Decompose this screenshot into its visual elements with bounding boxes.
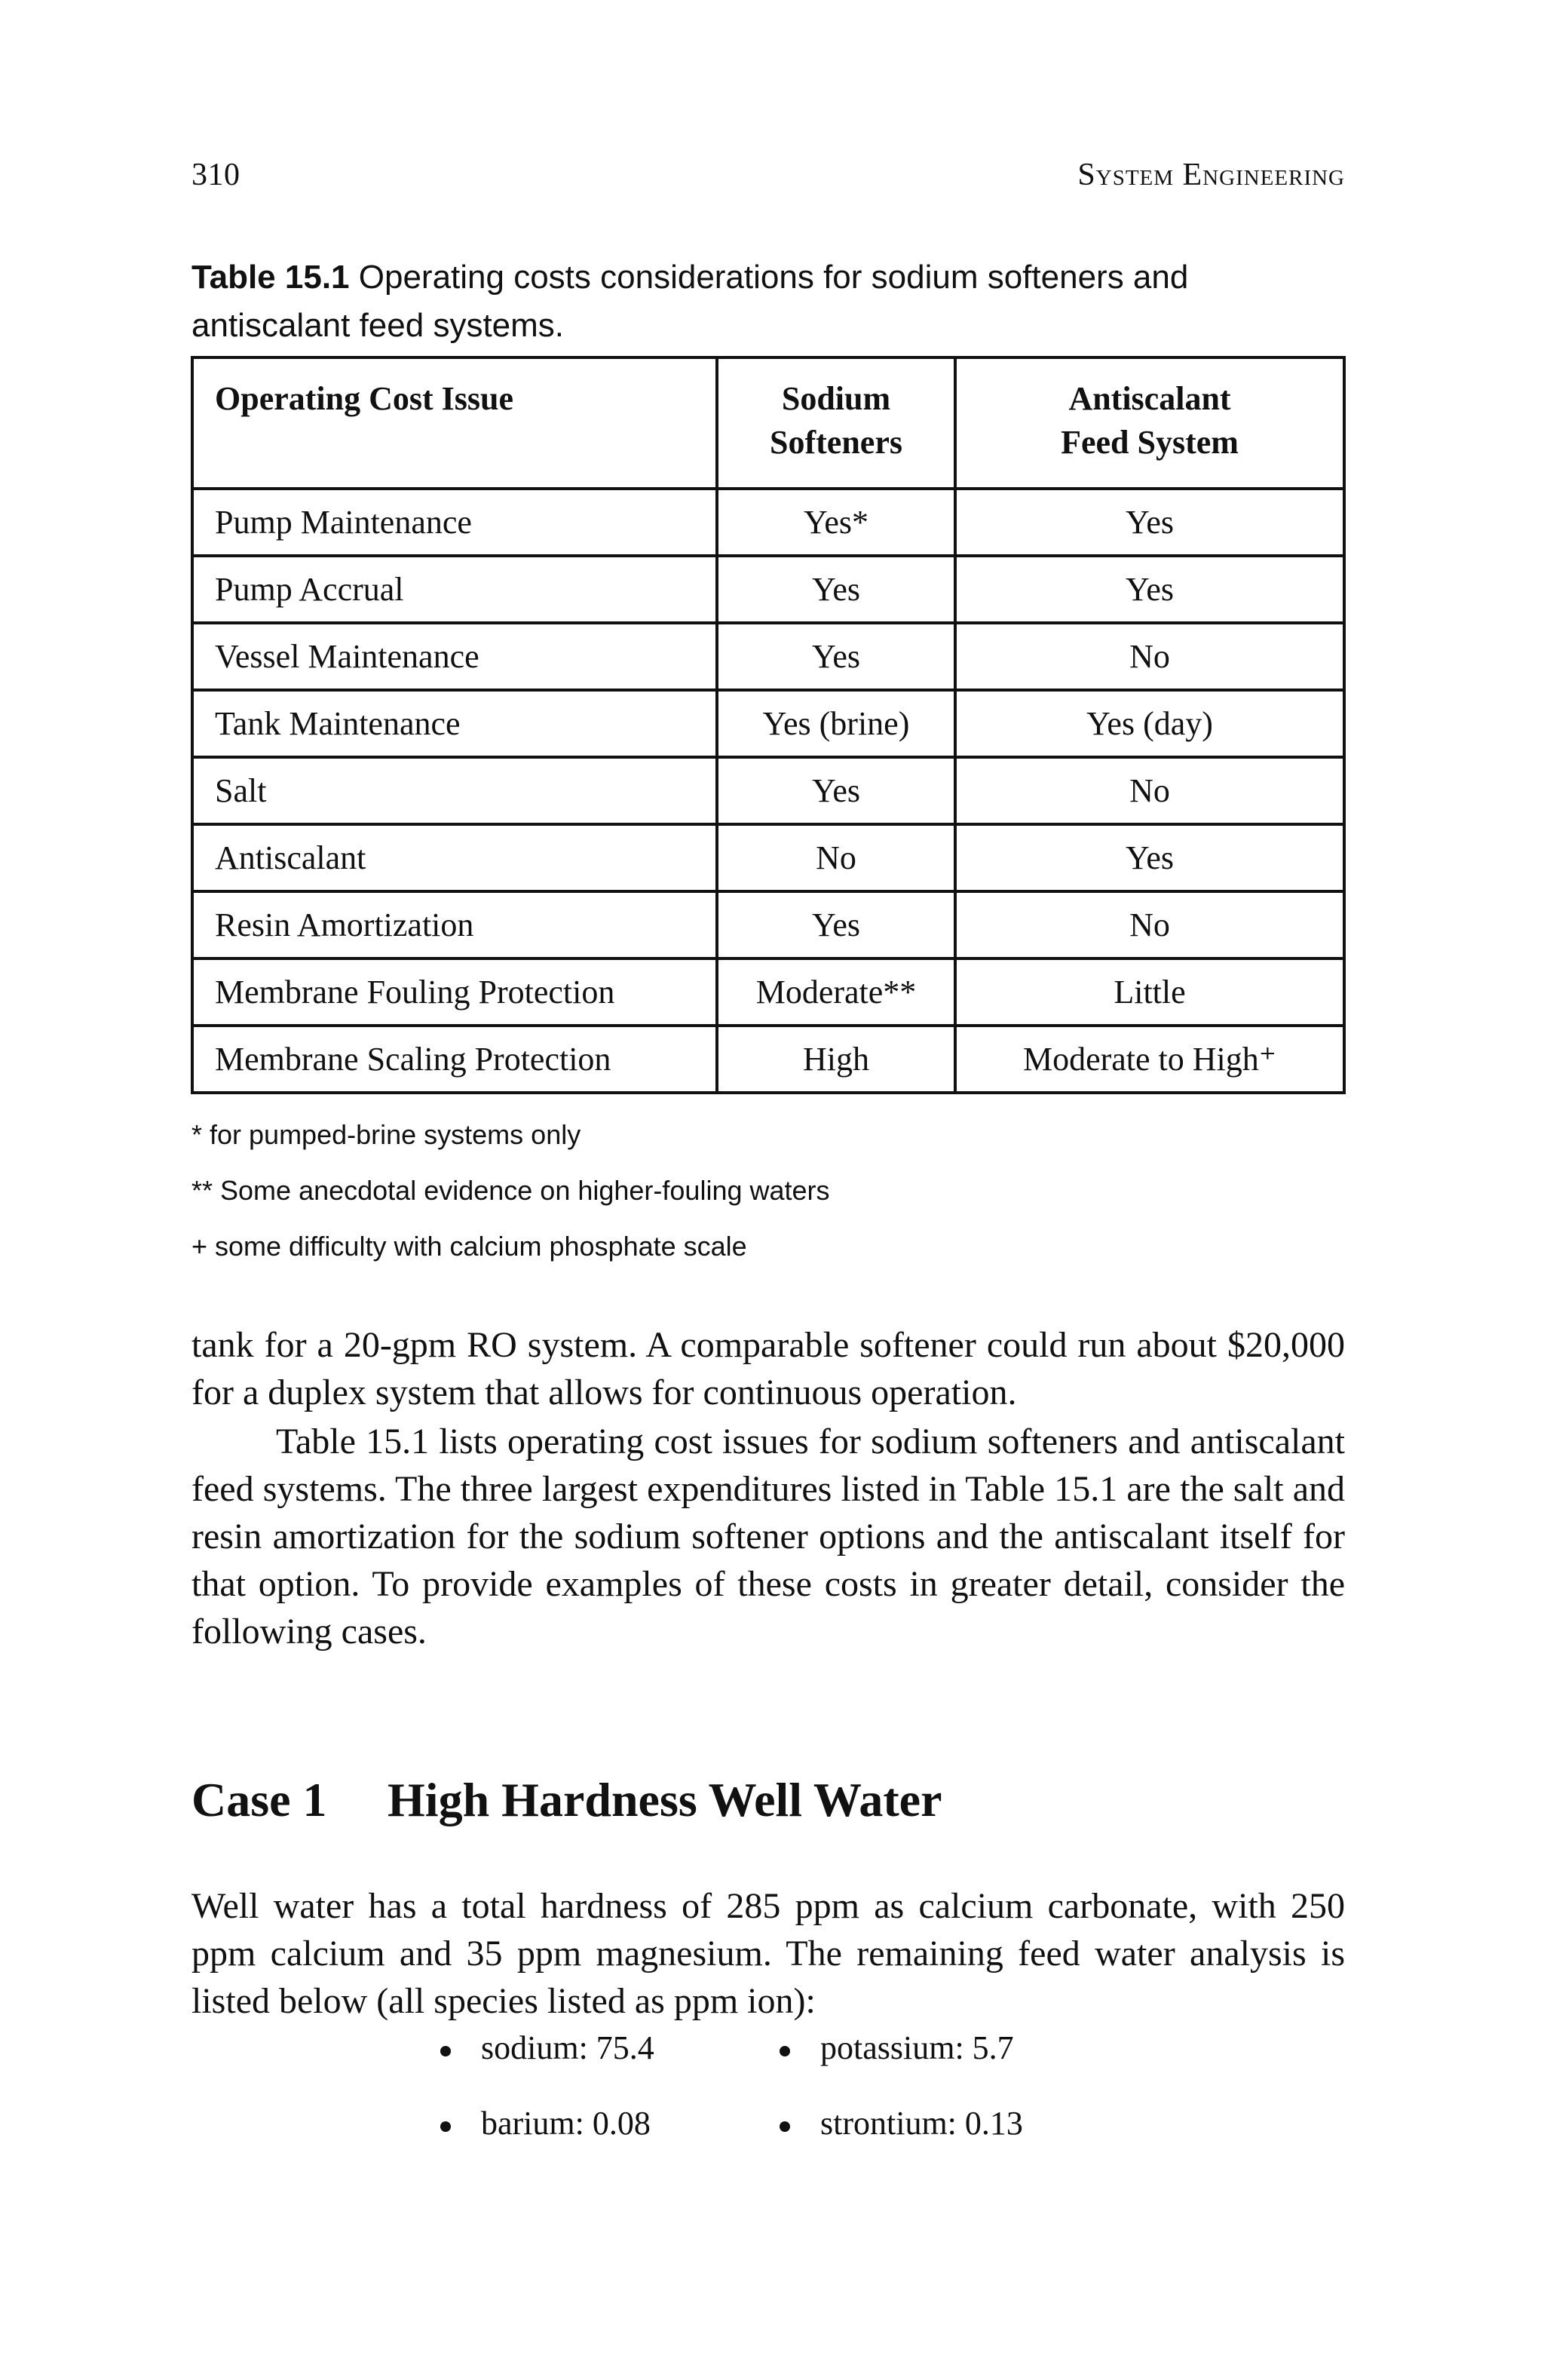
- table-caption-text: Operating costs considerations for sodium softeners and antiscalant feed systems.: [191, 259, 1189, 344]
- bullet-icon: [780, 2046, 790, 2056]
- list-item: [780, 2104, 1023, 2142]
- cell-issue: Vessel Maintenance: [192, 623, 717, 690]
- footnote-pumped-brine: * for pumped-brine systems only: [191, 1119, 581, 1150]
- cell-antiscalant: No: [955, 757, 1344, 824]
- list-item-text: potassium: 5.7: [820, 2029, 1014, 2066]
- table-header-row: [192, 357, 1344, 489]
- bullet-icon: [780, 2121, 790, 2132]
- cell-softeners: Yes (brine): [717, 690, 955, 757]
- cell-softeners: High: [717, 1026, 955, 1093]
- cell-antiscalant: Yes: [955, 489, 1344, 556]
- cell-issue: Antiscalant: [192, 824, 717, 891]
- cell-softeners: Yes: [717, 757, 955, 824]
- table-row: [192, 690, 1344, 757]
- cell-antiscalant: No: [955, 623, 1344, 690]
- body-paragraph-2: Table 15.1 lists operating cost issues for sodium softeners and antiscalant feed systems. The three largest expenditures listed in Table 15.1 are the salt and resin amortization for the sodium softener options and the antiscalant itself for that option. To provide examples of these costs in greater detail, consider the following cases.: [191, 1422, 1345, 1652]
- running-title: System Engineering: [1077, 158, 1345, 192]
- header-antiscalant-line2: Feed System: [1061, 424, 1239, 461]
- cell-antiscalant: Yes: [955, 556, 1344, 623]
- table-row: [192, 1026, 1344, 1093]
- cell-antiscalant: Yes: [955, 824, 1344, 891]
- header-softeners-line2: Softeners: [770, 424, 902, 461]
- footnote-anecdotal-evidence: ** Some anecdotal evidence on higher-fouling waters: [191, 1175, 830, 1206]
- cell-softeners: Moderate**: [717, 958, 955, 1026]
- cell-issue: Pump Accrual: [192, 556, 717, 623]
- header-antiscalant-line1: Antiscalant: [1068, 380, 1231, 417]
- cell-issue: Resin Amortization: [192, 891, 717, 958]
- cell-issue: Tank Maintenance: [192, 690, 717, 757]
- table-row: [192, 891, 1344, 958]
- operating-costs-table: [191, 356, 1346, 1094]
- list-item-text: barium: 0.08: [481, 2105, 651, 2142]
- table-row: [192, 958, 1344, 1026]
- cell-softeners: Yes: [717, 623, 955, 690]
- footnote-calcium-phosphate: + some difficulty with calcium phosphate scale: [191, 1231, 747, 1262]
- table-caption-label: Table 15.1: [191, 259, 350, 296]
- table-row: [192, 757, 1344, 824]
- cell-antiscalant: Yes (day): [955, 690, 1344, 757]
- body-paragraph-3: Well water has a total hardness of 285 ppm as calcium carbonate, with 250 ppm calcium and 35 ppm magnesium. The remaining feed water analysis is listed below (all species listed as ppm ion):: [191, 1886, 1345, 2021]
- page-number: 310: [191, 158, 240, 192]
- cell-antiscalant: Little: [955, 958, 1344, 1026]
- cell-softeners: Yes: [717, 556, 955, 623]
- cell-antiscalant: No: [955, 891, 1344, 958]
- cell-issue: Membrane Fouling Protection: [192, 958, 717, 1026]
- table-caption: [191, 253, 1345, 350]
- table-row: [192, 489, 1344, 556]
- table-row: [192, 623, 1344, 690]
- cell-softeners: No: [717, 824, 955, 891]
- case-number: Case 1: [191, 1773, 327, 1826]
- cell-softeners: Yes: [717, 891, 955, 958]
- case-title: High Hardness Well Water: [388, 1773, 942, 1826]
- list-item-text: strontium: 0.13: [820, 2105, 1023, 2142]
- cell-issue: Membrane Scaling Protection: [192, 1026, 717, 1093]
- list-item-text: sodium: 75.4: [481, 2029, 654, 2066]
- list-item: [780, 2029, 1014, 2067]
- bullet-icon: [440, 2046, 451, 2056]
- body-paragraph-1: tank for a 20-gpm RO system. A comparable softener could run about $20,000 for a duplex system that allows for continuous operation.: [191, 1325, 1345, 1412]
- table-row: [192, 824, 1344, 891]
- table-row: [192, 556, 1344, 623]
- cell-softeners: Yes*: [717, 489, 955, 556]
- list-item: [440, 2029, 654, 2067]
- cell-issue: Pump Maintenance: [192, 489, 717, 556]
- header-sodium-softeners: [717, 357, 955, 489]
- table-footnotes: [191, 1107, 830, 1274]
- cell-issue: Salt: [192, 757, 717, 824]
- header-softeners-line1: Sodium: [781, 380, 891, 417]
- bullet-icon: [440, 2121, 451, 2132]
- header-antiscalant-feed-system: [955, 357, 1344, 489]
- list-item: [440, 2104, 651, 2142]
- cell-antiscalant: Moderate to High⁺: [955, 1026, 1344, 1093]
- header-operating-cost-issue: Operating Cost Issue: [192, 357, 717, 489]
